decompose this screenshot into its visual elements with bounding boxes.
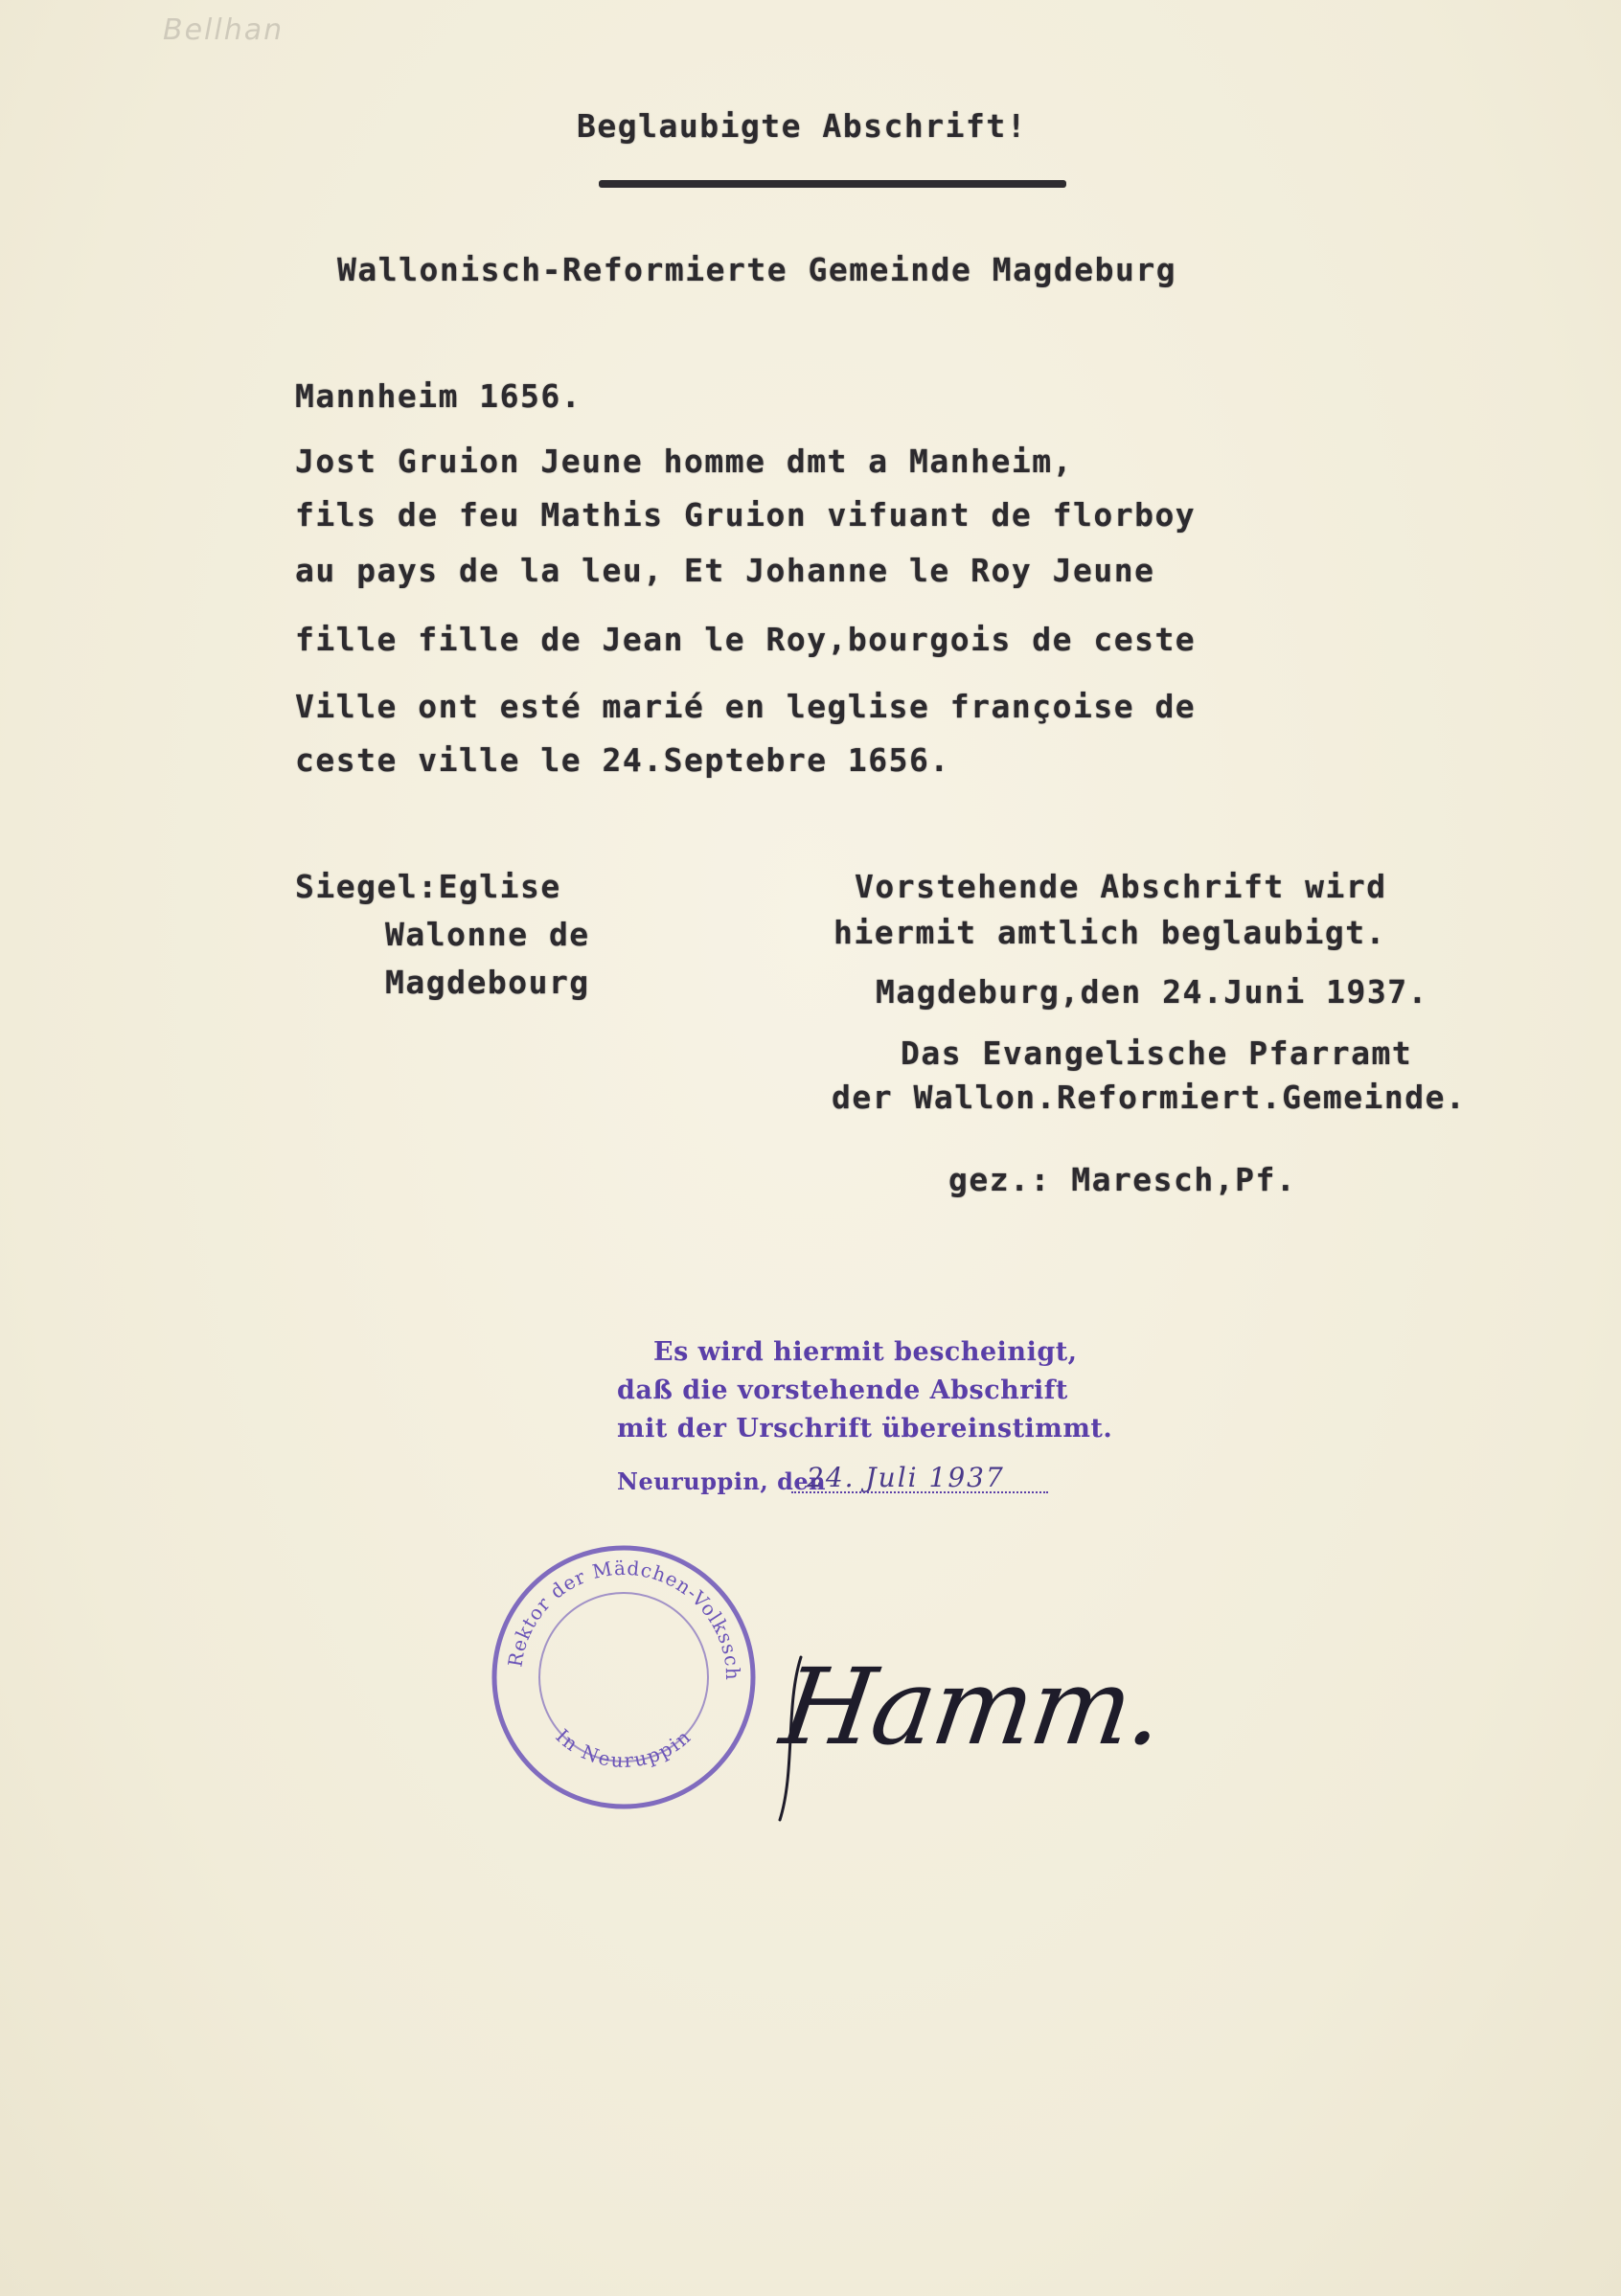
entry-line: fils de feu Mathis Gruion vifuant de florboy [295, 496, 1197, 534]
certification-line: Vorstehende Abschrift wird [855, 868, 1387, 905]
seal-note-line: Siegel:Eglise [295, 868, 561, 905]
congregation-heading: Wallonisch-Reformierte Gemeinde Magdeburg [337, 251, 1177, 288]
certification-line: hiermit amtlich beglaubigt. [833, 914, 1386, 951]
official-seal [474, 1518, 765, 1818]
title-underline [599, 180, 1066, 188]
entry-line: Ville ont esté marié en leglise françoise de [295, 688, 1197, 725]
office-line: Das Evangelische Pfarramt [901, 1034, 1413, 1072]
signed-by: gez.: Maresch,Pf. [948, 1161, 1297, 1198]
entry-line: Jost Gruion Jeune homme dmt a Manheim, [295, 443, 1073, 480]
stamp-place-label: Neuruppin, den [617, 1467, 827, 1495]
stamp-line: Es wird hiermit bescheinigt, [653, 1337, 1078, 1367]
seal-note-line: Walonne de [385, 916, 590, 953]
seal-bottom-text: In Neuruppin [551, 1724, 696, 1773]
svg-text:Hamm.: Hamm. [773, 1646, 1171, 1769]
office-line: der Wallon.Reformiert.Gemeinde. [832, 1079, 1467, 1116]
entry-line: fille fille de Jean le Roy,bourgois de ceste [295, 621, 1197, 658]
stamp-date-handwritten: 24. Juli 1937 [807, 1462, 1005, 1493]
date-dotted-line [791, 1491, 1048, 1493]
entry-place-year: Mannheim 1656. [295, 377, 582, 415]
seal-note-line: Magdebourg [385, 964, 590, 1001]
document-title: Beglaubigte Abschrift! [577, 107, 1028, 145]
signature [773, 1619, 1171, 1839]
entry-line: au pays de la leu, Et Johanne le Roy Jeune [295, 552, 1155, 589]
stamp-line: mit der Urschrift übereinstimmt. [617, 1414, 1113, 1444]
seal-ring-text: Der Rektor der Mädchen-Volksschule [474, 1518, 745, 1682]
stamp-line: daß die vorstehende Abschrift [617, 1375, 1068, 1405]
faint-pencil-note: Bellhan [163, 13, 285, 47]
certification-place-date: Magdeburg,den 24.Juni 1937. [876, 973, 1428, 1011]
entry-line: ceste ville le 24.Septebre 1656. [295, 741, 950, 779]
